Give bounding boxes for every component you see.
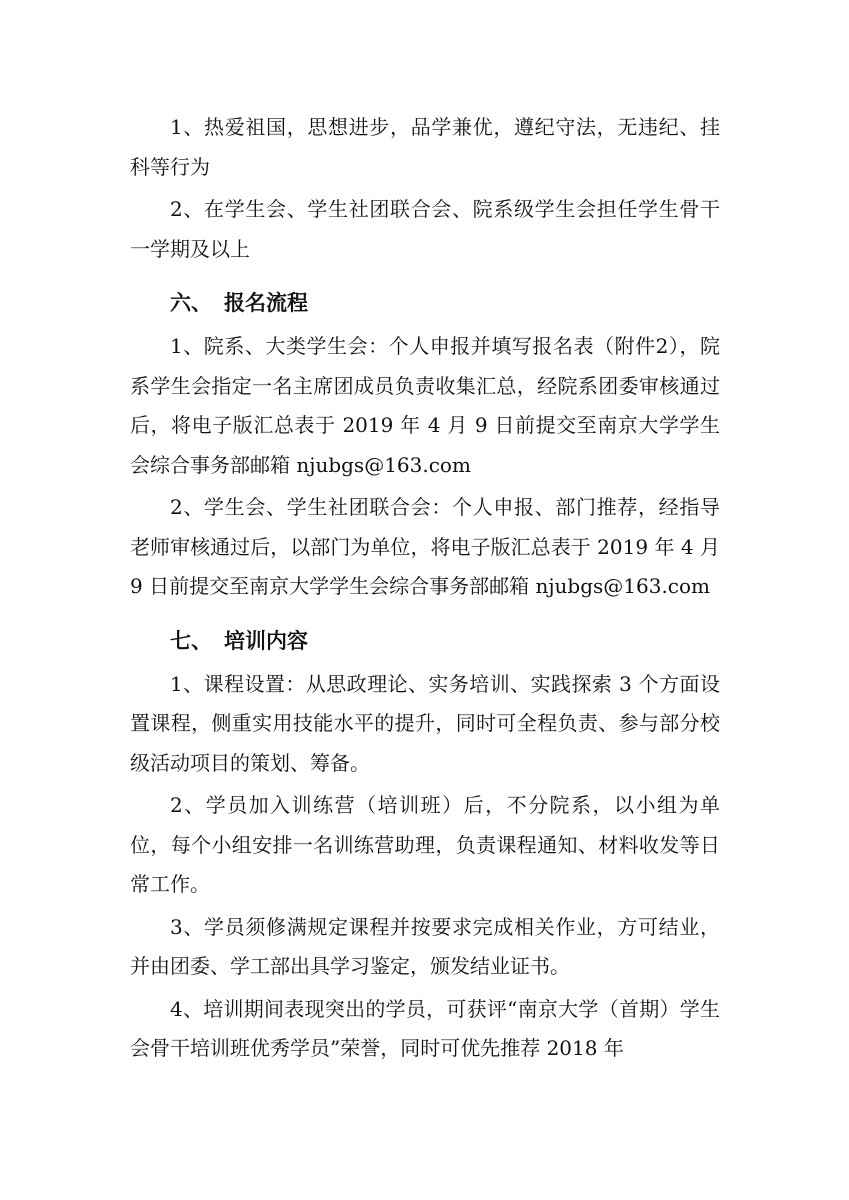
section-heading-registration <box>130 283 720 323</box>
training-paragraph-1: 1、课程设置：从思政理论、实务培训、实践探索 3 个方面设置课程，侧重实用技能水平的提升，同时可全程负责、参与部分校级活动项目的策划、筹备。 <box>130 671 720 775</box>
training-paragraph-3: 3、学员须修满规定课程并按要求完成相关作业，方可结业，并由团委、学工部出具学习鉴定，颁发结业证书。 <box>130 914 720 978</box>
registration-paragraph-2: 2、学生会、学生社团联合会：个人申报、部门推荐，经指导老师审核通过后，以部门为单位，将电子版汇总表于 2019 年 4 月 9 日前提交至南京大学学生会综合事务部邮箱 njubgs@163.com <box>130 495 720 598</box>
requirement-2: 2、在学生会、学生社团联合会、院系级学生会担任学生骨干一学期及以上 <box>130 197 720 261</box>
training-paragraph-2: 2、学员加入训练营（培训班）后，不分院系，以小组为单位，每个小组安排一名训练营助理，负责课程通知、材料收发等日常工作。 <box>130 793 720 896</box>
section-heading-training <box>130 621 720 661</box>
training-paragraph-4: 4、培训期间表现突出的学员，可获评“南京大学（首期）学生会骨干培训班优秀学员”荣誉，同时可优先推荐 2018 年 <box>130 996 720 1060</box>
section-title: 培训内容 <box>224 628 308 653</box>
section-number: 六、 <box>170 291 212 315</box>
registration-paragraph-1: 1、院系、大类学生会：个人申报并填写报名表（附件2），院系学生会指定一名主席团成员负责收集汇总，经院系团委审核通过后，将电子版汇总表于 2019 年 4 月 9 日前提交至南京大学学生会综合事务部邮箱 njubgs@163.com <box>130 334 720 477</box>
section-title: 报名流程 <box>224 291 308 315</box>
document-body <box>130 108 720 1072</box>
section-number: 七、 <box>170 628 212 653</box>
requirement-1: 1、热爱祖国，思想进步，品学兼优，遵纪守法，无违纪、挂科等行为 <box>130 115 720 179</box>
